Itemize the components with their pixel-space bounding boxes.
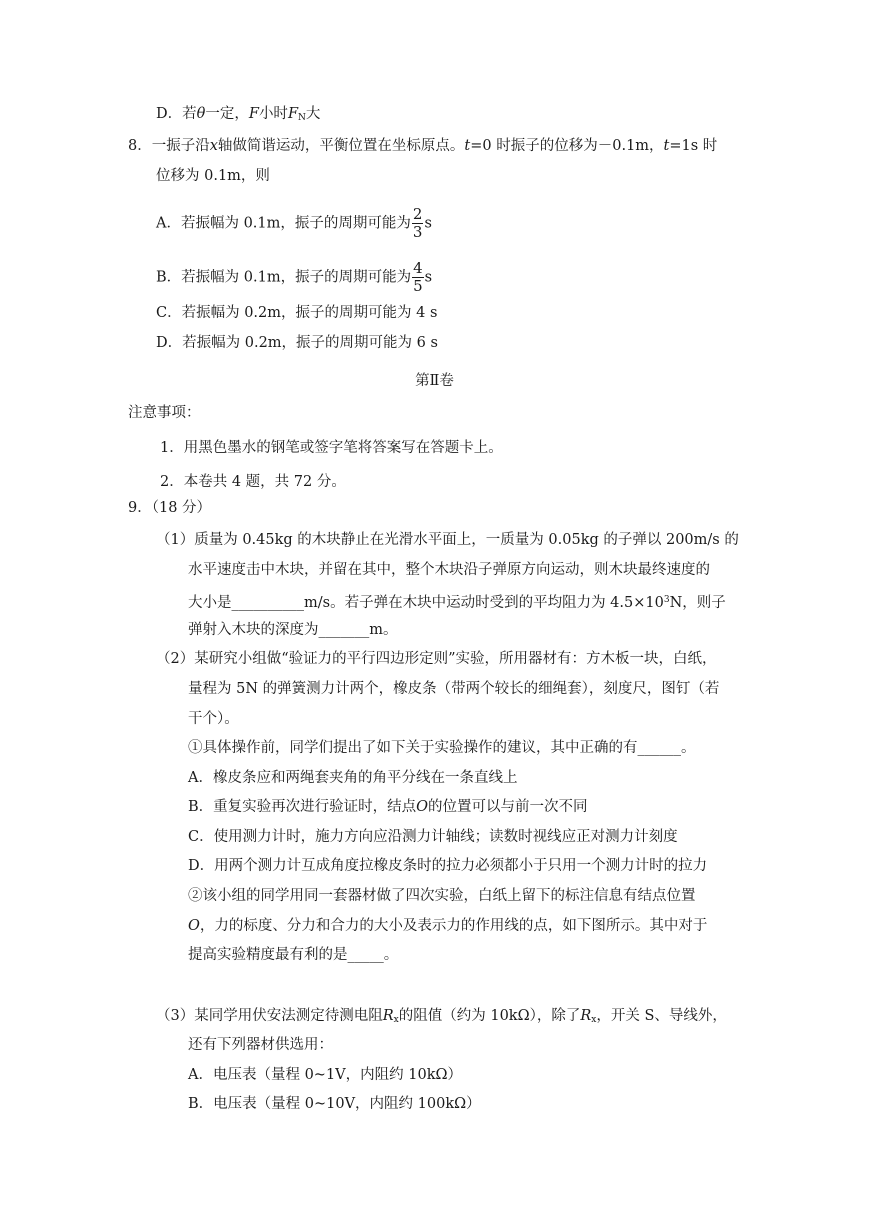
superscript: 3 — [663, 595, 670, 605]
unit: s — [424, 269, 433, 286]
resistor-symbol: R — [580, 1008, 592, 1024]
point-o-symbol: O — [188, 918, 200, 934]
q9-2-subq2-line1: ②该小组的同学用同一套器材做了四次实验，白纸上留下的标注信息有结点位置 — [188, 888, 696, 904]
subscript: N — [298, 113, 306, 123]
q8-option-d: D．若振幅为 0.2m，振子的周期可能为 6 s — [156, 335, 438, 351]
q9-2-line2: 量程为 5N 的弹簧测力计两个，橡皮条（带两个较长的细绳套），刻度尺，图钉（若 — [188, 681, 720, 697]
point-o-symbol: O — [416, 799, 429, 815]
fraction-denominator: 5 — [413, 277, 423, 295]
notice-item-2: 2．本卷共 4 题，共 72 分。 — [160, 474, 346, 490]
fraction — [412, 260, 424, 295]
theta-symbol: θ — [196, 106, 206, 122]
q9-3-option-a: A．电压表（量程 0~1V，内阻约 10kΩ） — [188, 1067, 463, 1083]
q9-2-subq1: ①具体操作前，同学们提出了如下关于实验操作的建议，其中正确的有______。 — [188, 740, 696, 756]
q9-3-line2: 还有下列器材供选用： — [188, 1037, 333, 1053]
normal-force-symbol: F — [287, 106, 298, 122]
q7-d-text: 小时 — [258, 106, 288, 122]
q9-2-option-b — [188, 797, 588, 817]
q9-2-line3: 干个）。 — [188, 711, 239, 727]
resistor-symbol: R — [382, 1008, 394, 1024]
q8-text: 一振子沿 — [151, 138, 210, 154]
q9-text: （3）某同学用伏安法测定待测电阻 — [156, 1008, 383, 1024]
q9-text: 大小是__________m/s。若子弹在木块中运动时受到的平均阻力为 4.5×10 — [188, 595, 664, 611]
q7-d-text: 大 — [305, 106, 321, 122]
q9-1-line2: 水平速度击中木块，并留在其中，整个木块沿子弹原方向运动，则木块最终速度的 — [188, 562, 710, 578]
q9-header: 9．（18 分） — [128, 500, 212, 516]
question-number: 8． — [128, 138, 152, 154]
q9-2-line1: （2）某研究小组做“验证力的平行四边形定则”实验，所用器材有：方木板一块，白纸， — [156, 651, 717, 667]
notice-heading: 注意事项： — [128, 405, 201, 421]
option-text: 的位置可以与前一次不同 — [428, 799, 588, 815]
q8-stem-line2: 位移为 0.1m，则 — [156, 168, 270, 184]
q9-2-subq2-line3: 提高实验精度最有利的是_____。 — [188, 947, 399, 963]
fraction-denominator: 3 — [412, 223, 423, 241]
q8-option-b — [156, 260, 432, 295]
q8-text: =1s 时 — [669, 138, 718, 154]
subscript: x — [591, 1015, 597, 1025]
q8-option-a — [156, 206, 432, 241]
q9-2-subq2-line2 — [188, 916, 707, 936]
unit: s — [424, 215, 432, 232]
fraction-numerator: 4 — [413, 259, 423, 277]
q9-text: ，开关 S、导线外， — [596, 1008, 727, 1024]
option-text: A．若振幅为 0.1m，振子的周期可能为 — [156, 215, 411, 232]
subscript: x — [393, 1015, 399, 1025]
q9-1-line1: （1）质量为 0.45kg 的木块静止在光滑水平面上，一质量为 0.05kg 的子弹以 200m/s 的 — [156, 532, 739, 548]
q8-option-c: C．若振幅为 0.2m，振子的周期可能为 4 s — [156, 305, 438, 321]
q9-text: 的阻值（约为 10kΩ），除了 — [398, 1008, 581, 1024]
q9-text: N，则子 — [669, 595, 726, 611]
q9-1-line4: 弹射入木块的深度为_______m。 — [188, 622, 398, 638]
fraction-numerator: 2 — [412, 205, 423, 223]
fraction — [412, 206, 424, 241]
x-symbol: x — [209, 138, 218, 154]
q9-2-option-d: D．用两个测力计互成角度拉橡皮条时的拉力必须都小于只用一个测力计时的拉力 — [188, 858, 708, 874]
t-symbol: t — [663, 138, 670, 154]
q9-2-option-a: A．橡皮条应和两绳套夹角的角平分线在一条直线上 — [188, 770, 518, 786]
q8-text: =0 时振子的位移为－0.1m， — [470, 138, 664, 154]
q7-d-text: 一定， — [205, 106, 249, 122]
option-text: B．若振幅为 0.1m，振子的周期可能为 — [156, 269, 412, 286]
q9-3-line1 — [156, 1006, 727, 1030]
q9-text: ，力的标度、分力和合力的大小及表示力的作用线的点，如下图所示。其中对于 — [199, 918, 708, 934]
q8-text: 轴做简谐运动，平衡位置在坐标原点。 — [217, 138, 465, 154]
q7-option-d — [156, 104, 320, 128]
q9-1-line3 — [188, 590, 726, 613]
notice-item-1: 1．用黑色墨水的钢笔或签字笔将答案写在答题卡上。 — [160, 440, 503, 456]
section-title: 第Ⅱ卷 — [415, 373, 454, 389]
q9-2-option-c: C．使用测力计时，施力方向应沿测力计轴线；读数时视线应正对测力计刻度 — [188, 829, 678, 845]
option-text: B．重复实验再次进行验证时，结点 — [188, 799, 417, 815]
q8-stem-line1 — [128, 136, 717, 156]
t-symbol: t — [464, 138, 471, 154]
force-symbol: F — [248, 106, 259, 122]
q7-d-text: D．若 — [156, 106, 197, 122]
q9-3-option-b: B．电压表（量程 0~10V，内阻约 100kΩ） — [188, 1096, 481, 1112]
